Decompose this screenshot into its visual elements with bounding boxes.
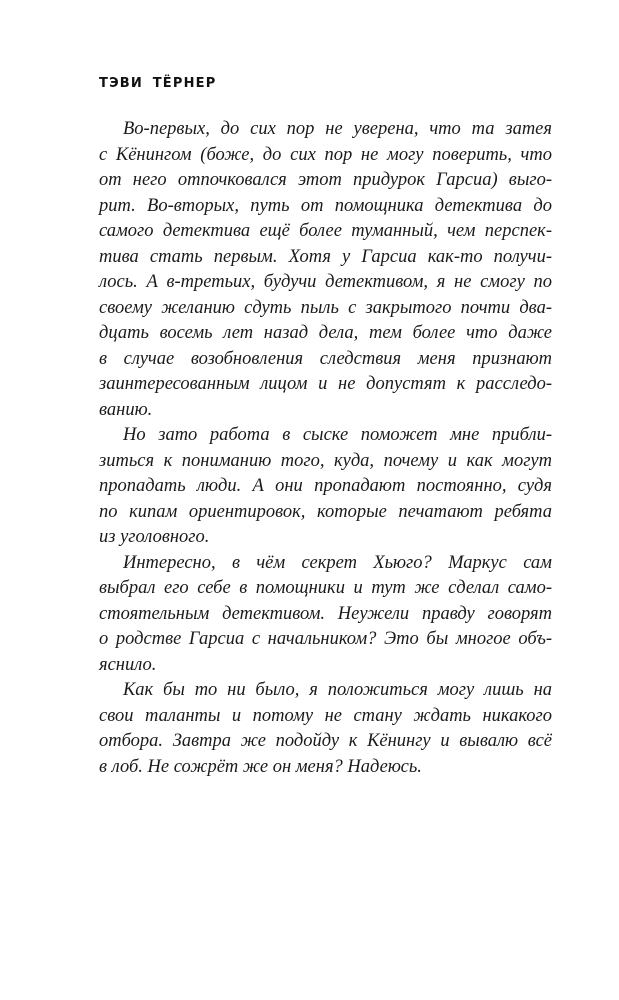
- paragraph-line: Но зато работа в сыске поможет мне прибли-: [123, 425, 552, 445]
- paragraph-line: Как бы то ни было, я положиться могу лишь на: [123, 680, 552, 700]
- paragraph-line: из уголовного.: [99, 527, 210, 547]
- paragraph-line: с Кёнингом (боже, до сих пор не могу поверить, что: [99, 144, 552, 165]
- paragraph-line: своему желанию сдуть пыль с закрытого почти два-: [99, 297, 552, 318]
- paragraph-line: выбрал его себе в помощники и тут же сделал само-: [99, 578, 552, 598]
- paragraph-line: от него отпочковался этот придурок Гарсиа) выго-: [99, 170, 552, 190]
- paragraph-line: зиться к пониманию того, куда, почему и как могут: [99, 450, 552, 471]
- paragraph-line: в лоб. Не сожрёт же он меня? Надеюсь.: [99, 756, 422, 777]
- paragraph-line: отбора. Завтра же подойду к Кёнингу и вывалю всё: [99, 731, 552, 751]
- paragraph-line: лось. А в-третьих, будучи детективом, я не смогу по: [99, 272, 552, 292]
- paragraph-line: пропадать люди. А они пропадают постоянно, судя: [99, 476, 552, 496]
- paragraph-line: дцать восемь лет назад дела, тем более что даже: [99, 323, 552, 343]
- paragraph-line: рит. Во-вторых, путь от помощника детектива до: [99, 195, 552, 216]
- paragraph-line: о родстве Гарсиа с начальником? Это бы многое объ-: [99, 629, 552, 649]
- paragraph-line: Интересно, в чём секрет Хьюго? Маркус сам: [123, 552, 552, 573]
- paragraph-line: ванию.: [99, 399, 153, 420]
- paragraph-line: самого детектива ещё более туманный, чем перспек-: [99, 221, 552, 241]
- paragraph-line: по кипам ориентировок, которые печатают ребята: [99, 501, 552, 522]
- body-text: [99, 117, 552, 780]
- paragraph-line: свои таланты и потому не стану ждать никакого: [99, 705, 552, 726]
- paragraph-line: в случае возобновления следствия меня признают: [99, 348, 552, 369]
- paragraph-line: стоятельным детективом. Неужели правду говорят: [99, 603, 552, 624]
- paragraph-line: заинтересованным лицом и не допустят к расследо-: [99, 374, 552, 394]
- paragraph-line: яснило.: [99, 654, 157, 675]
- paragraph-line: Во-первых, до сих пор не уверена, что та затея: [123, 119, 552, 139]
- running-header: ТЭВИ ТЁРНЕР: [99, 76, 217, 91]
- paragraph-line: тива стать первым. Хотя у Гарсиа как-то получи-: [99, 246, 552, 267]
